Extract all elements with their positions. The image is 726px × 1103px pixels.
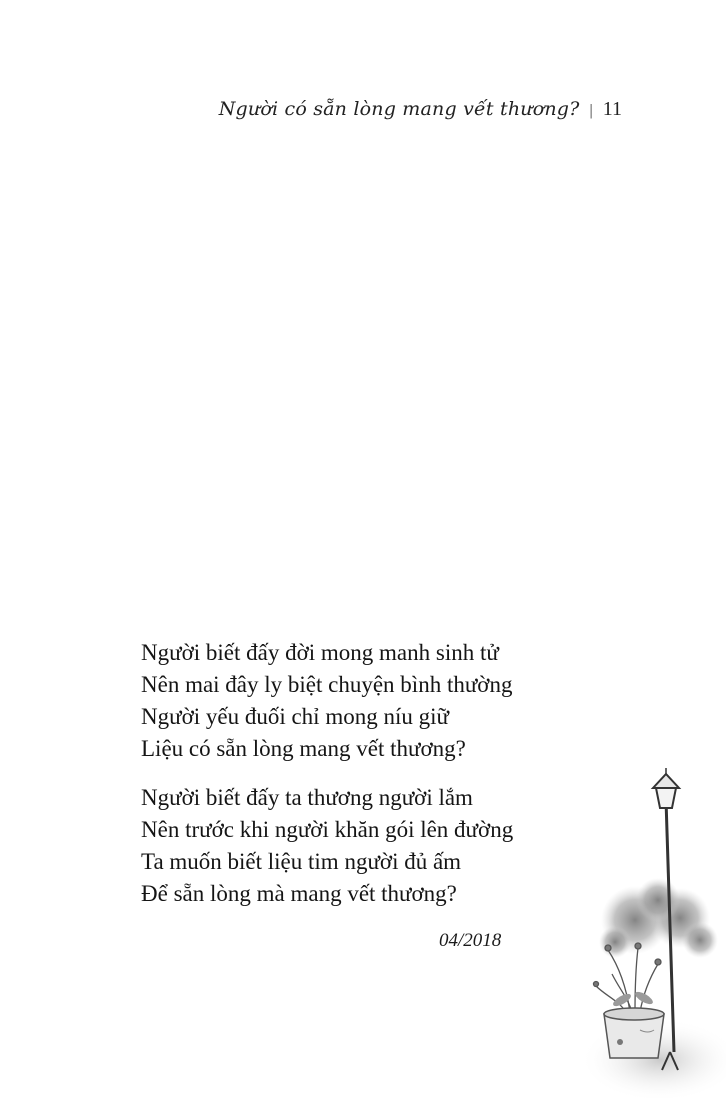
poem-line: Người yếu đuối chỉ mong níu giữ [141, 704, 449, 729]
running-title: Người có sẵn lòng mang vết thương? [218, 98, 580, 120]
foliage-clusters [599, 878, 718, 958]
poem-date: 04/2018 [439, 930, 502, 951]
stanza-2 [141, 782, 513, 910]
page-number: 11 [602, 98, 622, 120]
poem-line: Nên trước khi người khăn gói lên đường [141, 817, 514, 842]
stanza-1 [141, 637, 513, 765]
poem-line: Để sẵn lòng mà mang vết thương? [141, 881, 457, 906]
poem-line: Người biết đấy ta thương người lắm [141, 785, 473, 810]
running-header [219, 98, 622, 121]
flower-pot-icon [604, 1008, 664, 1058]
header-divider: | [589, 102, 593, 119]
poem-line: Người biết đấy đời mong manh sinh tử [141, 640, 499, 665]
poem-line: Nên mai đây ly biệt chuyện bình thường [141, 672, 513, 697]
lamp-and-flowers-illustration [540, 760, 726, 1098]
poem [141, 637, 513, 910]
lamp-illustration-svg [540, 760, 726, 1098]
flower-stems-icon [594, 943, 662, 1012]
poem-line: Liệu có sẵn lòng mang vết thương? [141, 736, 466, 761]
poem-line: Ta muốn biết liệu tim người đủ ấm [141, 849, 462, 874]
